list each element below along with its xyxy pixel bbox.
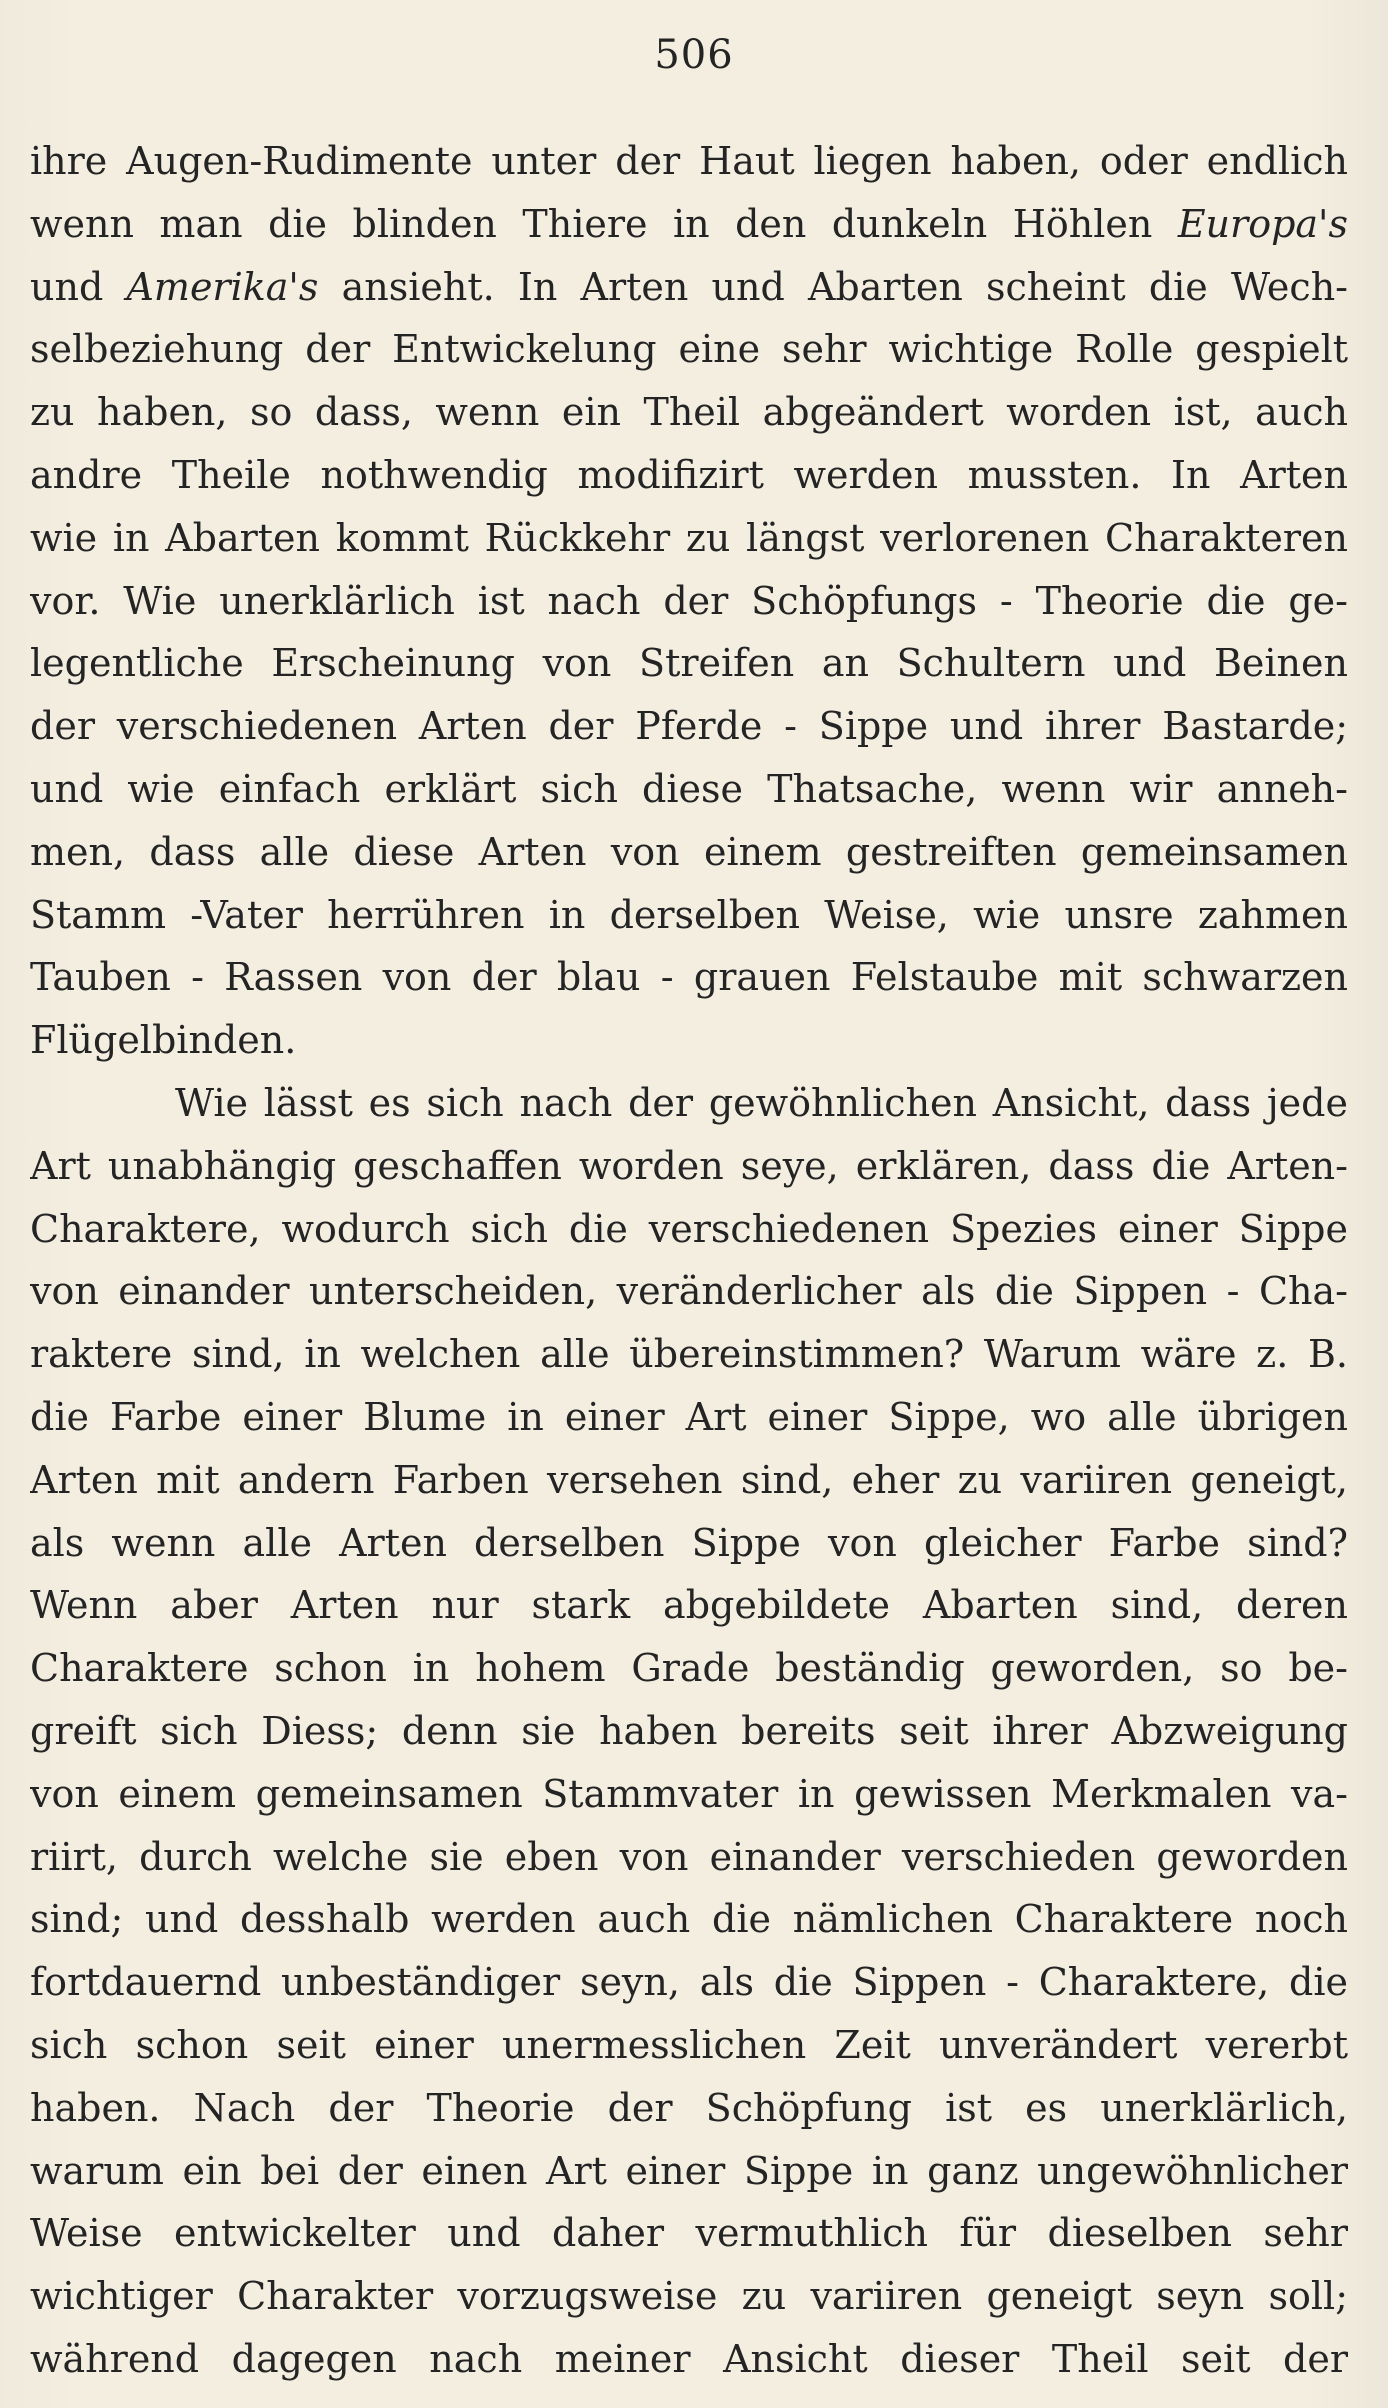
- text-segment: sind; und desshalb werden auch die nämlichen Charaktere noch: [30, 1897, 1348, 1942]
- text-line: [30, 2202, 1348, 2265]
- text-line: [30, 1826, 1348, 1889]
- text-segment: während dagegen nach meiner Ansicht dieser Theil seit der: [30, 2336, 1348, 2381]
- text-line: [30, 1763, 1348, 1826]
- text-line: [30, 821, 1348, 884]
- text-line: [30, 256, 1348, 319]
- text-segment: riirt, durch welche sie eben von einander verschieden geworden: [30, 1834, 1348, 1879]
- text-line: [30, 695, 1348, 758]
- text-segment: zu haben, so dass, wenn ein Theil abgeändert worden ist, auch: [30, 390, 1348, 435]
- text-segment: ansieht. In Arten und Abarten scheint die Wech-: [318, 264, 1348, 309]
- text-segment: raktere sind, in welchen alle übereinstimmen? Warum wäre z. B.: [30, 1332, 1348, 1377]
- text-line: [30, 2077, 1348, 2140]
- text-line: [30, 130, 1348, 193]
- text-segment: wenn man die blinden Thiere in den dunkeln Höhlen: [30, 201, 1178, 246]
- text-segment: Flügelbinden.: [30, 1018, 297, 1063]
- text-segment: Wenn aber Arten nur stark abgebildete Abarten sind, deren: [30, 1583, 1348, 1628]
- text-segment: und wie einfach erklärt sich diese Thatsache, wenn wir anneh-: [30, 766, 1348, 811]
- text-line: [30, 570, 1348, 633]
- text-line: [30, 381, 1348, 444]
- text-segment: Wie lässt es sich nach der gewöhnlichen Ansicht, dass jede: [175, 1080, 1348, 1125]
- text-line: [30, 2265, 1348, 2328]
- text-line: [30, 2328, 1348, 2391]
- text-segment: Arten mit andern Farben versehen sind, eher zu variiren geneigt,: [30, 1457, 1348, 1502]
- text-line: [30, 1951, 1348, 2014]
- text-line: [30, 1512, 1348, 1575]
- text-line: [30, 1574, 1348, 1637]
- text-line: [30, 444, 1348, 507]
- paragraph: [30, 130, 1348, 1072]
- text-segment: und: [30, 264, 127, 309]
- text-line: [30, 1449, 1348, 1512]
- text-segment: von einem gemeinsamen Stammvater in gewissen Merkmalen va-: [30, 1771, 1348, 1816]
- text-segment: greift sich Diess; denn sie haben bereits seit ihrer Abzweigung: [30, 1708, 1348, 1753]
- text-segment: fortdauernd unbeständiger seyn, als die Sippen - Charaktere, die: [30, 1960, 1348, 2005]
- text-line: [30, 632, 1348, 695]
- text-segment: andre Theile nothwendig modifizirt werden mussten. In Arten: [30, 452, 1348, 497]
- text-line: [30, 1260, 1348, 1323]
- text-line: [30, 1072, 1348, 1135]
- text-line: [30, 318, 1348, 381]
- text-line: [30, 1700, 1348, 1763]
- text-line: [30, 1888, 1348, 1951]
- paragraph: [30, 1072, 1348, 2391]
- text-segment: Europa's: [1177, 201, 1348, 246]
- text-segment: legentliche Erscheinung von Streifen an Schultern und Beinen: [30, 641, 1348, 686]
- text-line: [30, 884, 1348, 947]
- text-segment: Stamm -Vater herrühren in derselben Weise, wie unsre zahmen: [30, 892, 1348, 937]
- body-text: [30, 130, 1348, 2391]
- text-segment: Charaktere, wodurch sich die verschiedenen Spezies einer Sippe: [30, 1206, 1348, 1251]
- text-segment: selbeziehung der Entwickelung eine sehr wichtige Rolle gespielt: [30, 327, 1348, 372]
- text-line: [30, 2140, 1348, 2203]
- text-segment: vor. Wie unerklärlich ist nach der Schöpfungs - Theorie die ge-: [30, 578, 1348, 623]
- text-line: [30, 1198, 1348, 1261]
- text-line: [30, 1135, 1348, 1198]
- text-line: [30, 2014, 1348, 2077]
- text-segment: Tauben - Rassen von der blau - grauen Felstaube mit schwarzen: [30, 955, 1348, 1000]
- text-line: [30, 193, 1348, 256]
- text-segment: sich schon seit einer unermesslichen Zeit unverändert vererbt: [30, 2022, 1348, 2067]
- text-segment: die Farbe einer Blume in einer Art einer Sippe, wo alle übrigen: [30, 1394, 1348, 1439]
- text-segment: Amerika's: [126, 264, 319, 309]
- text-segment: ihre Augen-Rudimente unter der Haut liegen haben, oder endlich: [30, 139, 1348, 183]
- text-line: [30, 758, 1348, 821]
- text-segment: haben. Nach der Theorie der Schöpfung ist es unerklärlich,: [30, 2085, 1348, 2130]
- text-segment: von einander unterscheiden, veränderlicher als die Sippen - Cha-: [30, 1269, 1348, 1314]
- text-line: [30, 507, 1348, 570]
- text-segment: warum ein bei der einen Art einer Sippe in ganz ungewöhnlicher: [30, 2148, 1348, 2193]
- text-line: [30, 946, 1348, 1009]
- text-line: [30, 1009, 1348, 1072]
- text-segment: Charaktere schon in hohem Grade beständig geworden, so be-: [30, 1646, 1348, 1691]
- text-line: [30, 1637, 1348, 1700]
- page-number: 506: [654, 32, 734, 78]
- text-segment: Weise entwickelter und daher vermuthlich für dieselben sehr: [30, 2211, 1348, 2256]
- text-line: [30, 1323, 1348, 1386]
- text-segment: men, dass alle diese Arten von einem gestreiften gemeinsamen: [30, 829, 1348, 874]
- text-segment: Art unabhängig geschaffen worden seye, erklären, dass die Arten-: [30, 1143, 1348, 1188]
- text-line: [30, 1386, 1348, 1449]
- text-segment: wichtiger Charakter vorzugsweise zu variiren geneigt seyn soll;: [30, 2274, 1348, 2319]
- text-segment: der verschiedenen Arten der Pferde - Sippe und ihrer Bastarde;: [30, 704, 1348, 749]
- text-segment: als wenn alle Arten derselben Sippe von gleicher Farbe sind?: [30, 1520, 1348, 1565]
- text-segment: wie in Abarten kommt Rückkehr zu längst verlorenen Charakteren: [30, 515, 1348, 560]
